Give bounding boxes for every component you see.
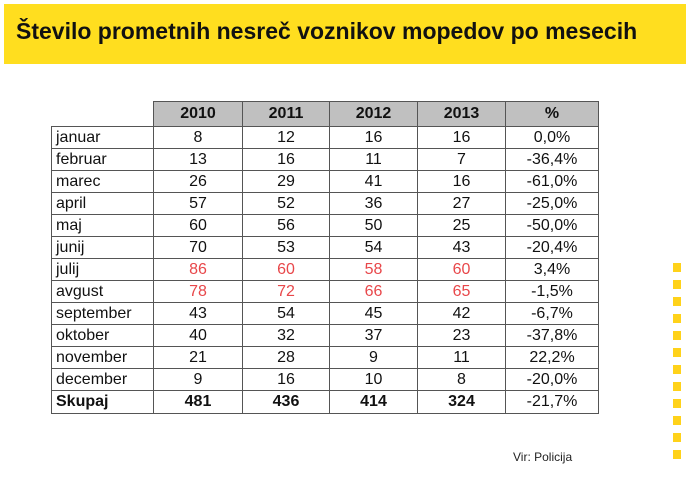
value-cell: 43 — [418, 237, 506, 259]
month-label: januar — [52, 127, 154, 149]
value-cell: 42 — [418, 303, 506, 325]
deco-dash — [673, 348, 681, 357]
deco-dash — [673, 365, 681, 374]
title-bar — [4, 4, 686, 64]
value-cell: 57 — [154, 193, 243, 215]
value-cell: 21 — [154, 347, 243, 369]
percent-cell: -37,8% — [506, 325, 599, 347]
total-value-cell: 481 — [154, 391, 243, 414]
value-cell: 37 — [330, 325, 418, 347]
percent-cell: -1,5% — [506, 281, 599, 303]
table-row — [52, 325, 599, 347]
deco-dash — [673, 450, 681, 459]
header-row — [52, 102, 599, 127]
percent-cell: 0,0% — [506, 127, 599, 149]
percent-cell: -20,0% — [506, 369, 599, 391]
deco-dash — [673, 399, 681, 408]
month-label: avgust — [52, 281, 154, 303]
table-row — [52, 149, 599, 171]
value-cell: 54 — [330, 237, 418, 259]
header-cell-2010: 2010 — [154, 102, 243, 127]
header-cell-2012: 2012 — [330, 102, 418, 127]
value-cell: 66 — [330, 281, 418, 303]
header-cell-2013: 2013 — [418, 102, 506, 127]
percent-cell: -36,4% — [506, 149, 599, 171]
table-row — [52, 193, 599, 215]
table-row — [52, 237, 599, 259]
value-cell: 53 — [243, 237, 330, 259]
value-cell: 58 — [330, 259, 418, 281]
header-cell-percent: % — [506, 102, 599, 127]
value-cell: 25 — [418, 215, 506, 237]
table-row — [52, 259, 599, 281]
table-body — [52, 127, 599, 414]
value-cell: 16 — [330, 127, 418, 149]
percent-cell: 22,2% — [506, 347, 599, 369]
value-cell: 16 — [418, 127, 506, 149]
percent-cell: -25,0% — [506, 193, 599, 215]
month-label: december — [52, 369, 154, 391]
value-cell: 50 — [330, 215, 418, 237]
header-cell-empty — [52, 102, 154, 127]
value-cell: 27 — [418, 193, 506, 215]
month-label: junij — [52, 237, 154, 259]
value-cell: 56 — [243, 215, 330, 237]
deco-dash — [673, 314, 681, 323]
value-cell: 70 — [154, 237, 243, 259]
header-cell-2011: 2011 — [243, 102, 330, 127]
value-cell: 9 — [154, 369, 243, 391]
value-cell: 10 — [330, 369, 418, 391]
value-cell: 54 — [243, 303, 330, 325]
deco-dash — [673, 382, 681, 391]
value-cell: 26 — [154, 171, 243, 193]
deco-dash — [673, 263, 681, 272]
deco-dash — [673, 331, 681, 340]
value-cell: 8 — [154, 127, 243, 149]
value-cell: 8 — [418, 369, 506, 391]
value-cell: 16 — [243, 369, 330, 391]
value-cell: 52 — [243, 193, 330, 215]
deco-dash — [673, 433, 681, 442]
value-cell: 41 — [330, 171, 418, 193]
percent-cell: -61,0% — [506, 171, 599, 193]
value-cell: 11 — [418, 347, 506, 369]
month-label: november — [52, 347, 154, 369]
value-cell: 60 — [154, 215, 243, 237]
percent-cell: 3,4% — [506, 259, 599, 281]
deco-dash — [673, 297, 681, 306]
month-label: februar — [52, 149, 154, 171]
value-cell: 72 — [243, 281, 330, 303]
total-value-cell: 324 — [418, 391, 506, 414]
accidents-table — [51, 101, 599, 414]
percent-cell: -6,7% — [506, 303, 599, 325]
percent-cell: -20,4% — [506, 237, 599, 259]
table-row — [52, 281, 599, 303]
total-percent-cell: -21,7% — [506, 391, 599, 414]
table-row — [52, 369, 599, 391]
value-cell: 29 — [243, 171, 330, 193]
month-label: julij — [52, 259, 154, 281]
value-cell: 36 — [330, 193, 418, 215]
total-value-cell: 436 — [243, 391, 330, 414]
value-cell: 65 — [418, 281, 506, 303]
value-cell: 16 — [418, 171, 506, 193]
table-row — [52, 215, 599, 237]
value-cell: 86 — [154, 259, 243, 281]
page-title: Število prometnih nesreč voznikov mopedov po mesecih — [16, 18, 638, 44]
month-label: maj — [52, 215, 154, 237]
value-cell: 7 — [418, 149, 506, 171]
value-cell: 60 — [418, 259, 506, 281]
value-cell: 60 — [243, 259, 330, 281]
table-row — [52, 303, 599, 325]
total-value-cell: 414 — [330, 391, 418, 414]
value-cell: 13 — [154, 149, 243, 171]
percent-cell: -50,0% — [506, 215, 599, 237]
value-cell: 32 — [243, 325, 330, 347]
month-label: marec — [52, 171, 154, 193]
value-cell: 28 — [243, 347, 330, 369]
value-cell: 43 — [154, 303, 243, 325]
table-row — [52, 171, 599, 193]
value-cell: 9 — [330, 347, 418, 369]
value-cell: 11 — [330, 149, 418, 171]
deco-dash — [673, 280, 681, 289]
value-cell: 78 — [154, 281, 243, 303]
table-row — [52, 127, 599, 149]
value-cell: 16 — [243, 149, 330, 171]
total-label: Skupaj — [52, 391, 154, 414]
deco-dash — [673, 416, 681, 425]
source-note: Vir: Policija — [513, 450, 573, 464]
month-label: april — [52, 193, 154, 215]
value-cell: 45 — [330, 303, 418, 325]
value-cell: 40 — [154, 325, 243, 347]
value-cell: 12 — [243, 127, 330, 149]
month-label: september — [52, 303, 154, 325]
table-row — [52, 347, 599, 369]
month-label: oktober — [52, 325, 154, 347]
value-cell: 23 — [418, 325, 506, 347]
total-row — [52, 391, 599, 414]
